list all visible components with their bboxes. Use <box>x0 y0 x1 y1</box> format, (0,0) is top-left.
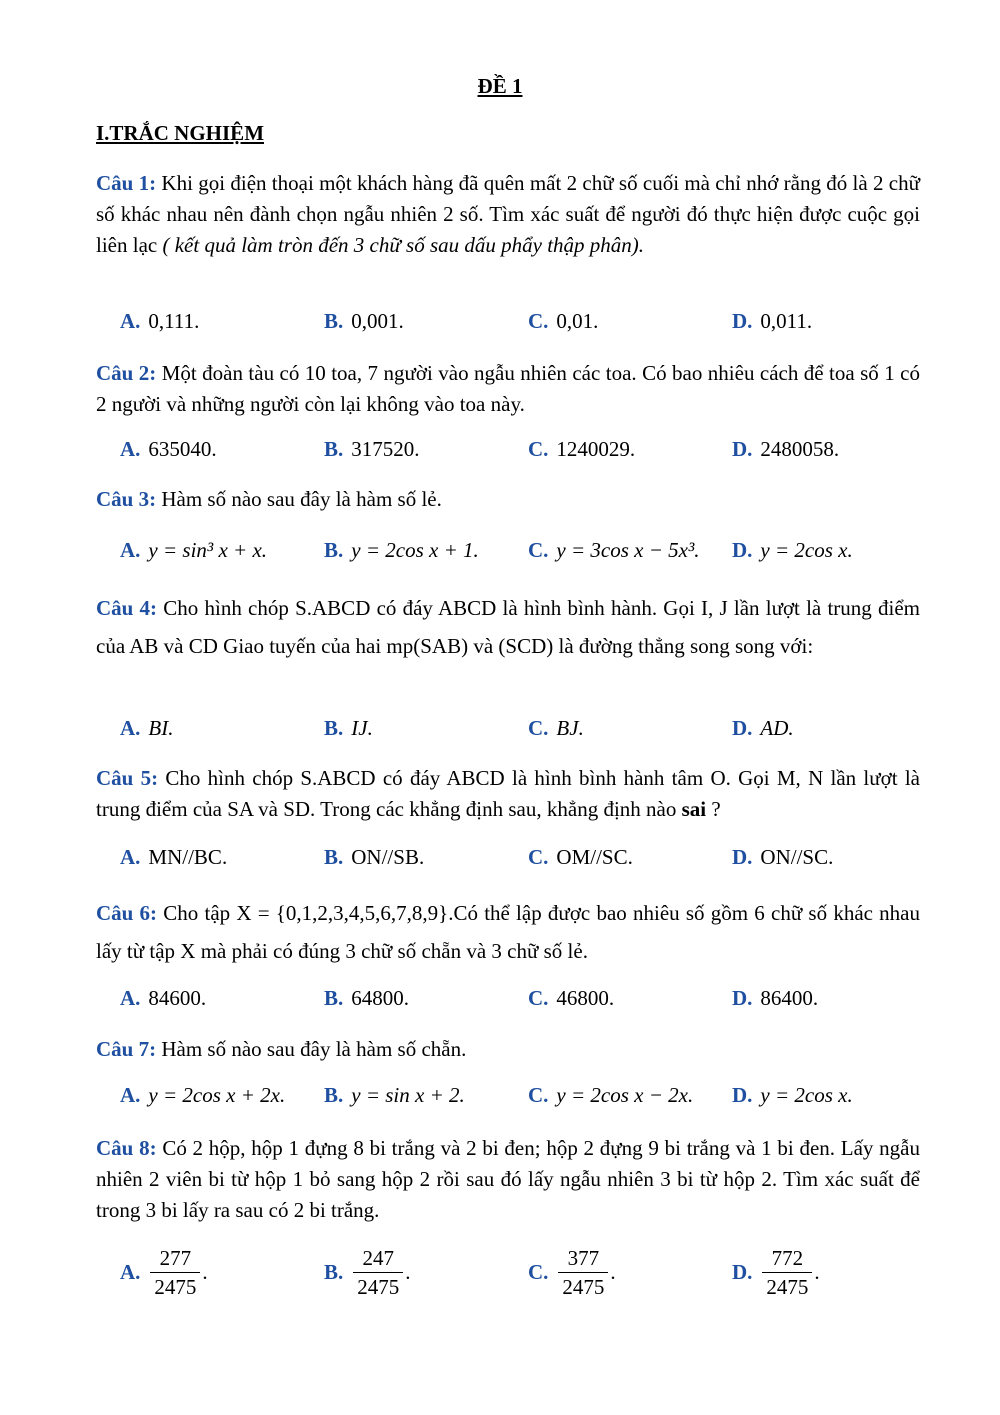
option-a[interactable]: A. y = sin³ x + x. <box>120 538 268 562</box>
fraction: $\frac{772}{2475}$ <box>762 1244 812 1301</box>
option-d[interactable]: D. ON//SC. <box>732 845 834 869</box>
question-8 <box>96 1133 920 1226</box>
question-label: Câu 1: <box>96 171 157 195</box>
question-label: Câu 3: <box>96 487 157 511</box>
option-a[interactable]: A. 84600. <box>120 986 207 1010</box>
question-emphasis: sai <box>681 797 707 821</box>
options-7 <box>120 1083 940 1117</box>
question-6 <box>96 894 920 970</box>
option-d[interactable]: D. y = 2cos x. <box>732 1083 853 1107</box>
question-text: Hàm số nào sau đây là hàm số lẻ. <box>156 487 442 511</box>
option-b[interactable]: B. IJ. <box>324 716 373 740</box>
option-a[interactable]: A. y = 2cos x + 2x. <box>120 1083 286 1107</box>
options-3 <box>120 538 940 572</box>
option-b[interactable]: B. y = sin x + 2. <box>324 1083 465 1107</box>
fraction: $\frac{277}{2475}$ <box>150 1244 200 1301</box>
question-text: Có 2 hộp, hộp 1 đựng 8 bi trắng và 2 bi đen; hộp 2 đựng 9 bi trắng và 1 bi đen. Lấy ngẫu nhiên 2 viên bi từ hộp 1 bỏ sang hộp 2 rồi sau đó lấy ngẫu nhiên 3 bi từ hộp 2. Tìm xác suất để trong 3 bi lấy ra sau có 2 bi trắng. <box>96 1136 920 1222</box>
question-5: Câu 5: Cho hình chóp S.ABCD có đáy ABCD là hình bình hành tâm O. Gọi M, N lần lượt là trung điểm của SA và SD. Trong các khẳng định sau, khẳng định nào sai ? <box>96 766 920 821</box>
option-a[interactable]: A. MN//BC. <box>120 845 228 869</box>
question-4 <box>96 589 920 665</box>
option-b[interactable]: B. 0,001. <box>324 309 404 333</box>
options-1 <box>120 309 940 343</box>
option-c[interactable]: C. 46800. <box>528 986 615 1010</box>
question-note: ( kết quả làm tròn đến 3 chữ số sau dấu phẩy thập phân). <box>162 233 645 257</box>
question-7 <box>96 1034 920 1065</box>
question-label: Câu 7: <box>96 1037 157 1061</box>
options-6 <box>120 986 940 1020</box>
option-d[interactable]: D. 0,011. <box>732 309 813 333</box>
option-b[interactable]: B. 317520. <box>324 437 420 461</box>
option-d[interactable]: D. $\frac{772}{2475}$ . <box>732 1246 820 1299</box>
option-c[interactable]: C. $\frac{377}{2475}$ . <box>528 1246 616 1299</box>
question-text: Khi gọi điện thoại một khách hàng đã quên mất 2 chữ số cuối mà chỉ nhớ rằng đó là 2 chữ số khác nhau nên đành chọn ngẫu nhiên 2 số. Tìm xác suất để người đó thực hiện được cuộc gọi liên lạc <box>96 171 920 257</box>
option-c[interactable]: C. BJ. <box>528 716 584 740</box>
option-a[interactable]: A. 0,111. <box>120 309 200 333</box>
fraction: $\frac{247}{2475}$ <box>353 1244 403 1301</box>
exam-title: ĐỀ 1 <box>477 74 523 98</box>
question-label: Câu 2: <box>96 361 157 385</box>
question-text: Một đoàn tàu có 10 toa, 7 người vào ngẫu nhiên các toa. Có bao nhiêu cách để toa số 1 có 2 người và những người còn lại không vào toa này. <box>96 361 921 416</box>
options-8 <box>120 1244 940 1308</box>
question-label: Câu 6: <box>96 901 158 925</box>
option-b[interactable]: B. ON//SB. <box>324 845 425 869</box>
question-3 <box>96 484 920 515</box>
question-text: Hàm số nào sau đây là hàm số chẵn. <box>156 1037 467 1061</box>
options-2 <box>120 437 940 471</box>
option-c[interactable]: C. 0,01. <box>528 309 599 333</box>
option-c[interactable]: C. y = 3cos x − 5x³. <box>528 538 700 562</box>
option-d[interactable]: D. y = 2cos x. <box>732 538 853 562</box>
option-d[interactable]: D. 86400. <box>732 986 819 1010</box>
option-c[interactable]: C. 1240029. <box>528 437 636 461</box>
question-label: Câu 8: <box>96 1136 157 1160</box>
question-text: Cho tập X = {0,1,2,3,4,5,6,7,8,9}.Có thể lập được bao nhiêu số gồm 6 chữ số khác nhau lấy từ tập X mà phải có đúng 3 chữ số chẵn và 3 chữ số lẻ. <box>96 901 920 963</box>
question-label: Câu 4: <box>96 596 158 620</box>
options-4 <box>120 716 940 750</box>
option-d[interactable]: D. 2480058. <box>732 437 840 461</box>
question-2 <box>96 358 920 420</box>
option-a[interactable]: A. $\frac{277}{2475}$ . <box>120 1246 208 1299</box>
option-d[interactable]: D. AD. <box>732 716 794 740</box>
question-1 <box>96 168 920 261</box>
question-text: Cho hình chóp S.ABCD có đáy ABCD là hình bình hành. Gọi I, J lần lượt là trung điểm của AB và CD Giao tuyến của hai mp(SAB) và (SCD) là đường thẳng song song với: <box>96 596 921 658</box>
option-b[interactable]: B. 64800. <box>324 986 410 1010</box>
fraction: $\frac{377}{2475}$ <box>558 1244 608 1301</box>
option-c[interactable]: C. OM//SC. <box>528 845 633 869</box>
option-c[interactable]: C. y = 2cos x − 2x. <box>528 1083 694 1107</box>
section-heading: I.TRẮC NGHIỆM <box>96 121 265 145</box>
option-b[interactable]: B. y = 2cos x + 1. <box>324 538 479 562</box>
question-text: Cho hình chóp S.ABCD có đáy ABCD là hình bình hành tâm O. Gọi M, N lần lượt là trung điểm của SA và SD. Trong các khẳng định sau, khẳng định nào <box>96 766 920 821</box>
options-5 <box>120 845 940 879</box>
option-a[interactable]: A. 635040. <box>120 437 217 461</box>
question-label: Câu 5: <box>96 766 159 790</box>
option-b[interactable]: B. $\frac{247}{2475}$ . <box>324 1246 411 1299</box>
option-a[interactable]: A. BI. <box>120 716 174 740</box>
